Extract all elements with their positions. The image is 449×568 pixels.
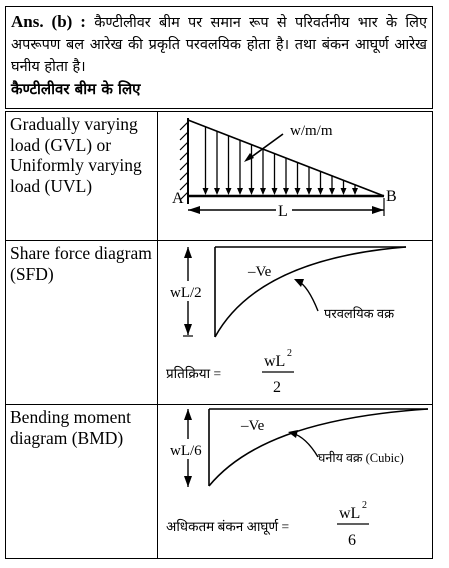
sfd-sign-label: –Ve xyxy=(248,264,272,280)
sfd-diagram xyxy=(158,241,440,400)
sfd-diagram-cell xyxy=(158,241,433,405)
magnitude-label: wL/2 xyxy=(170,285,202,301)
bmd-formula-numerator: wL xyxy=(339,505,361,522)
end-a-label: A xyxy=(172,190,184,207)
answer-box xyxy=(5,6,433,109)
wall-hatching xyxy=(180,122,188,200)
bmd-diagram xyxy=(158,405,440,554)
load-arrow-head xyxy=(283,188,289,195)
magnitude-arrow-bottom xyxy=(184,476,192,487)
row-label-cell xyxy=(6,241,158,405)
answer-paragraph xyxy=(11,11,427,78)
row-label-cell xyxy=(6,112,158,241)
load-arrow-head xyxy=(341,188,347,195)
load-arrow-head xyxy=(226,188,232,195)
sfd-formula-numerator: wL xyxy=(264,353,286,370)
load-pointer-head xyxy=(244,153,254,162)
row-label-cell xyxy=(6,405,158,559)
load-diagram-cell xyxy=(158,112,433,241)
bmd-formula-prefix: अधिकतम बंकन आघूर्ण = xyxy=(166,519,290,534)
dimension-arrow-right xyxy=(372,206,384,214)
load-arrow-head xyxy=(318,188,324,195)
table-row-load xyxy=(6,112,433,241)
load-arrow-head xyxy=(237,188,243,195)
load-arrow-head xyxy=(203,188,209,195)
end-b-label: B xyxy=(386,188,397,205)
magnitude-arrow-top xyxy=(184,409,192,420)
answer-text: कैण्टीलीवर बीम पर समान रूप से परिवर्तनीय भार के लिए अपरूपण बल आरेख की प्रकृति परवलयिक होता है। तथा बंकन आघूर्ण आरेख घनीय होता है। xyxy=(11,15,427,75)
answer-heading: कैण्टीलीवर बीम के लिए xyxy=(11,80,141,98)
diagram-table xyxy=(5,111,433,559)
load-label: w/m/m xyxy=(290,123,333,139)
table-row-bmd xyxy=(6,405,433,559)
dimension-arrow-left xyxy=(188,206,200,214)
load-arrow-head xyxy=(272,188,278,195)
answer-label: Ans. (b) : xyxy=(11,12,86,31)
bmd-sign-label: –Ve xyxy=(241,418,265,434)
magnitude-arrow-top xyxy=(184,247,192,258)
load-arrows xyxy=(203,127,359,195)
bmd-curve-label: घनीय वक्र (Cubic) xyxy=(318,451,404,465)
length-label: L xyxy=(278,203,288,220)
row-label: Share force diagram (SFD) xyxy=(10,243,152,284)
bmd-formula-denominator: 6 xyxy=(348,532,356,549)
load-arrow-head xyxy=(295,188,301,195)
sfd-parabolic-curve xyxy=(215,247,406,337)
row-label: Bending moment diagram (BMD) xyxy=(10,407,132,448)
load-arrow-head xyxy=(214,188,220,195)
bmd-diagram-cell xyxy=(158,405,433,559)
sfd-formula-prefix: प्रतिक्रिया = xyxy=(166,366,222,381)
load-arrow-head xyxy=(260,188,266,195)
load-arrow-head xyxy=(249,188,255,195)
bmd-formula-exponent: 2 xyxy=(362,500,367,511)
sfd-curve-label: परवलयिक वक्र xyxy=(324,306,395,321)
row-label: Gradually varying load (GVL) or Uniformly varying load (UVL) xyxy=(10,114,142,196)
magnitude-arrow-bottom xyxy=(184,324,192,335)
load-arrow-head xyxy=(329,188,335,195)
sfd-formula-denominator: 2 xyxy=(273,379,281,396)
load-diagram xyxy=(158,112,440,236)
sfd-formula-exponent: 2 xyxy=(287,348,292,359)
curve-pointer-head xyxy=(294,279,304,287)
load-arrow-head xyxy=(306,188,312,195)
load-arrow-head xyxy=(352,188,358,195)
magnitude-label: wL/6 xyxy=(170,443,202,459)
table-row-sfd xyxy=(6,241,433,405)
